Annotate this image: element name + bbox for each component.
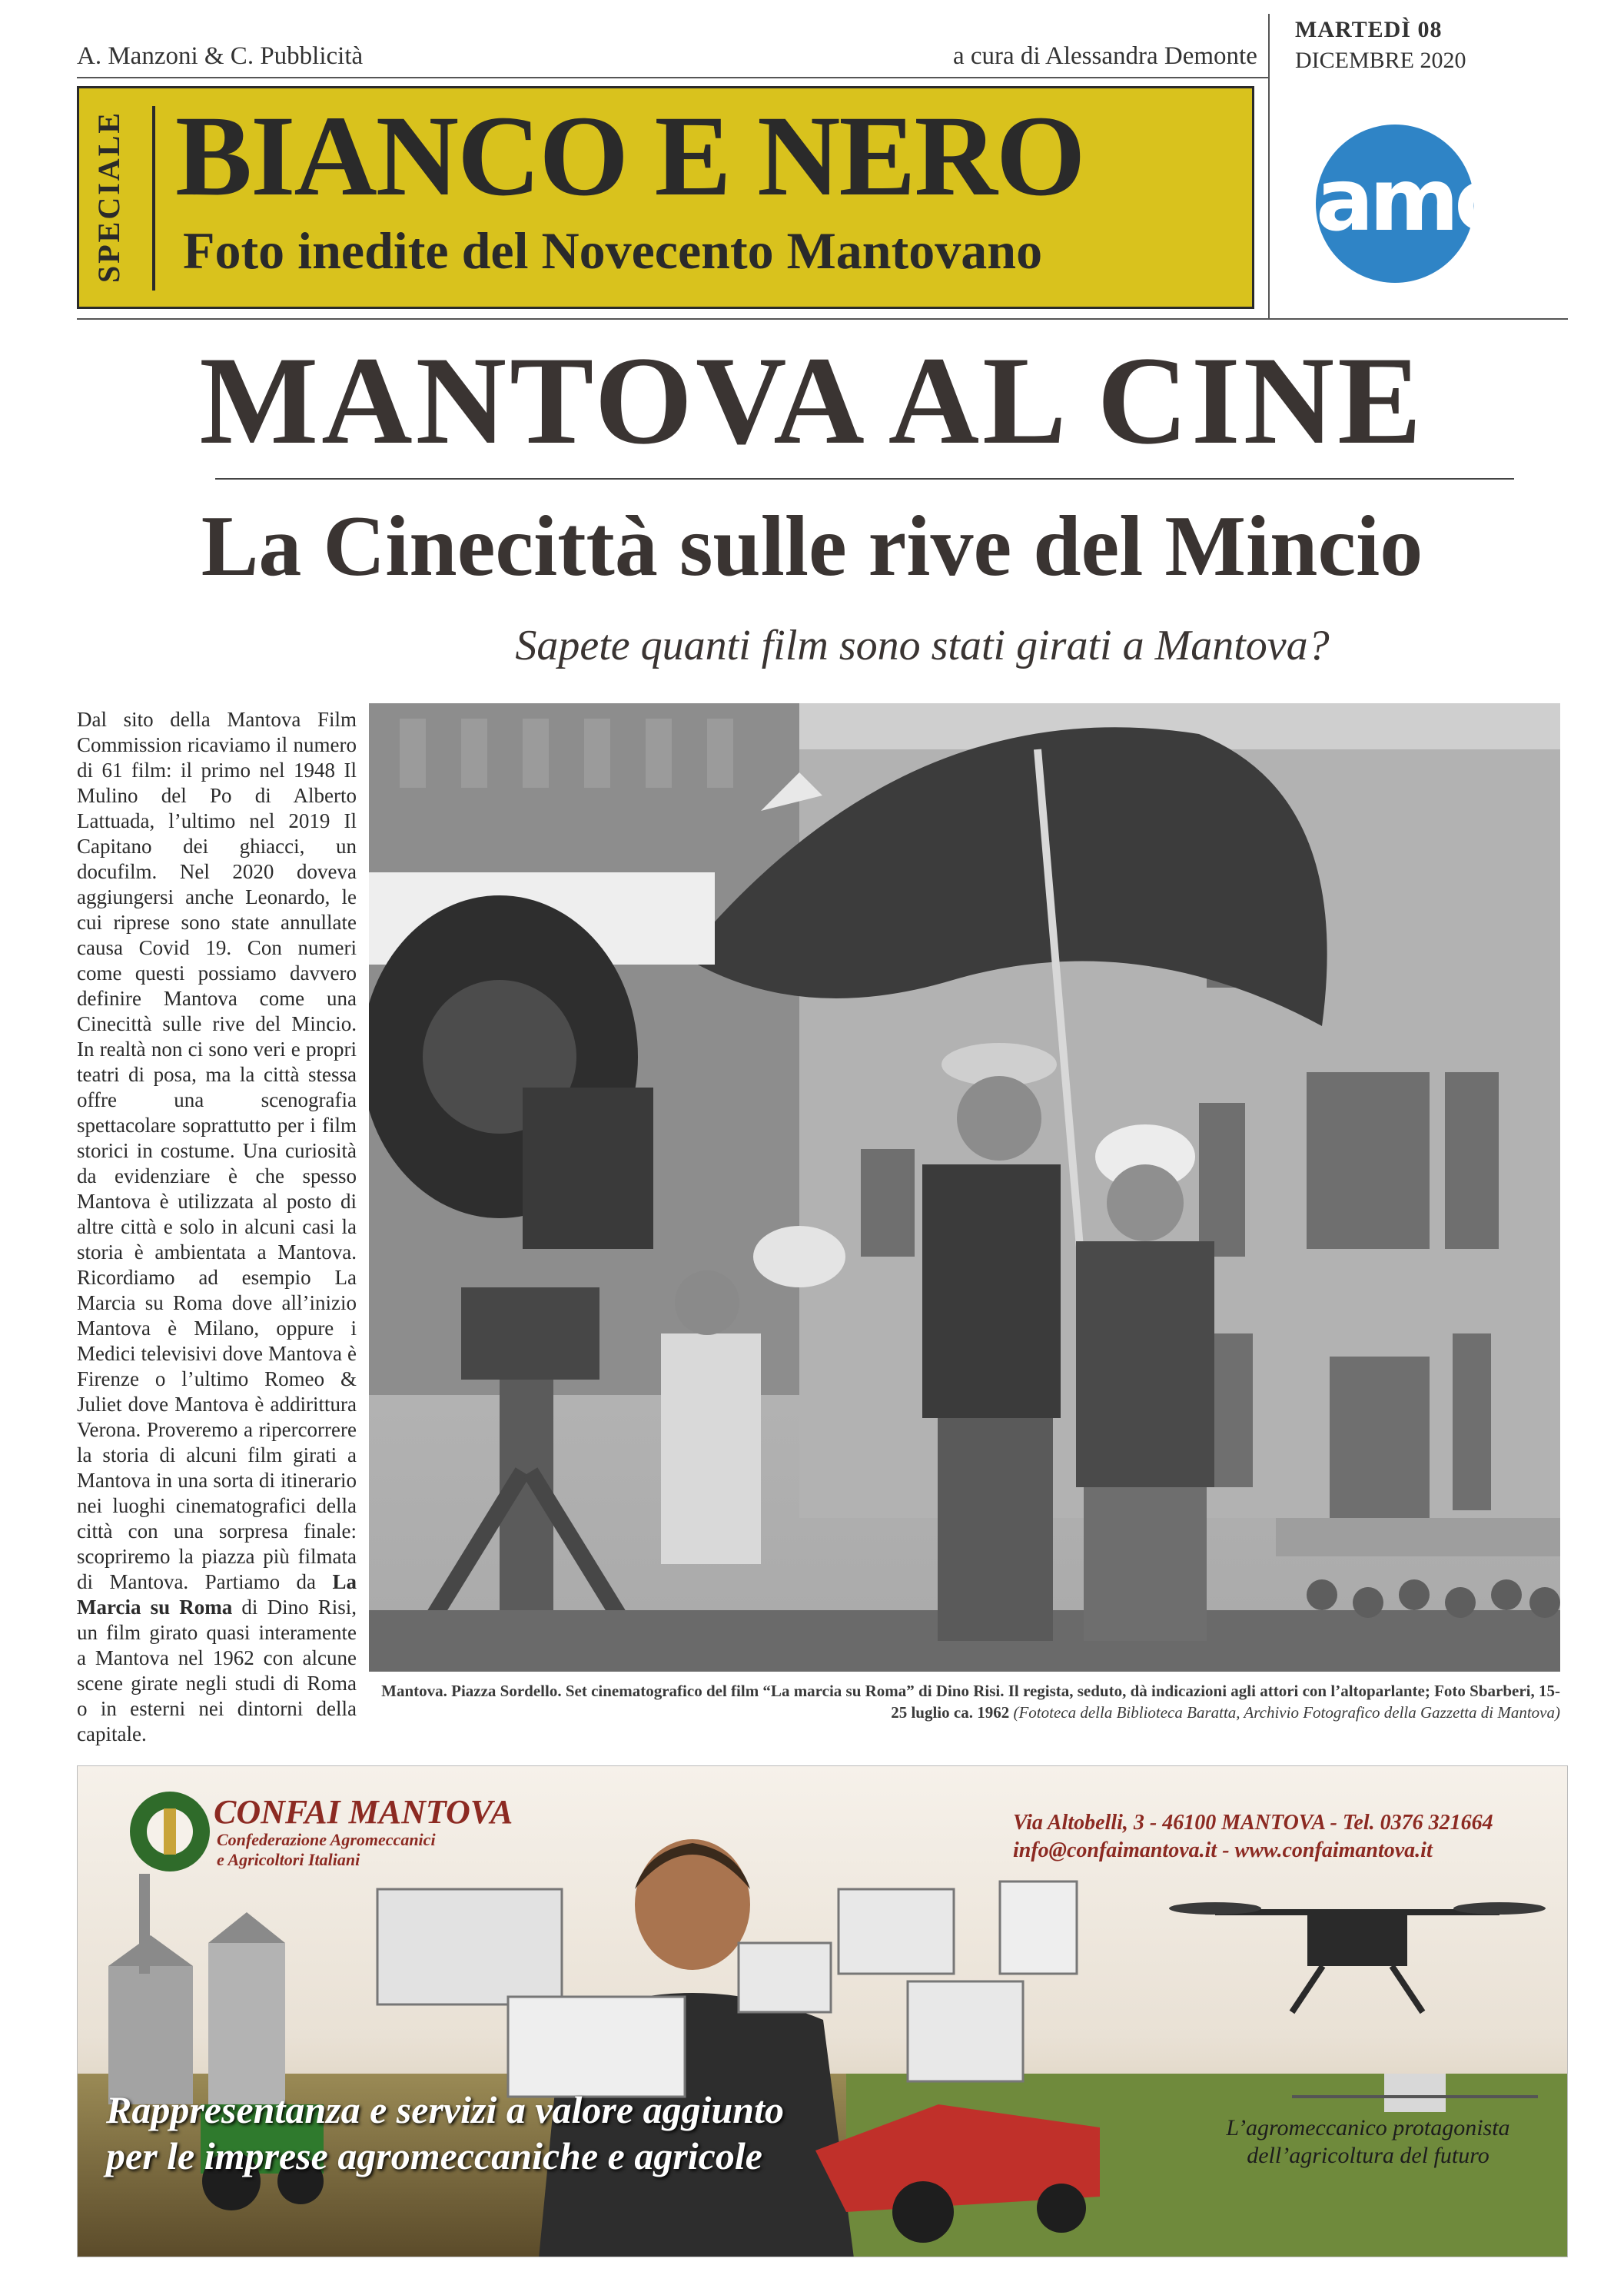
photo-caption [369,1680,1560,1723]
amc-logo [1316,125,1501,283]
article-body-part1: Dal sito della Mantova Film Commission ricaviamo il numero di 61 film: il primo nel 1948 Il Mulino del Po di Alberto Lattuada, l’ultimo nel 2019 Il Capitano dei ghiacci, un docufilm. Nel 2020 doveva aggiungersi anche Leonardo, le cui riprese sono state annullate causa Covid 19. Con numeri come questi possiamo davvero definire Mantova come una Cinecittà sulle rive del Mincio. In realtà non ci sono veri e propri teatri di posa, ma la città stessa offre una scenografia spettacolare soprattutto per i film storici in costume. Una curiosità da evidenziare è che spesso Mantova è utilizzata al posto di altre città e solo in alcuni casi la storia è ambientata a Mantova. Ricordiamo ad esempio La Marcia su Roma dove all’inizio Mantova è Milano, oppure i Medici televisivi dove Mantova è Firenze o l’ultimo Romeo & Juliet dove Mantova è addirittura Verona. Proveremo a ripercorrere la storia di alcuni film girati a Mantova in una sorta di itinerario nei luoghi cinematografici della città con una sorpresa finale: scopriremo la piazza più filmata di Mantova. Partiamo da [77,708,357,1593]
photo-caption-main: Mantova. Piazza Sordello. Set cinematografico del film “La marcia su Roma” di Dino Risi. Il regista, seduto, dà indicazioni agli attori con l’altoparlante; Foto Sbarberi, 15-25 luglio ca. 1962 [381,1682,1560,1722]
header-divider [1268,14,1270,320]
article-body [77,707,357,1747]
article-body-film-title: La Marcia su Roma [77,1570,357,1619]
photo-caption-source: (Fototeca della Biblioteca Baratta, Archivio Fotografico della Gazzetta di Mantova) [1013,1703,1560,1722]
article-kicker: Sapete quanti film sono stati girati a Mantova? [515,622,1330,669]
banner-tag [91,110,137,283]
amc-logo-text: amc [1316,151,1501,251]
film-set-photo-illustration [369,703,1560,1672]
banner-subtitle: Foto inedite del Novecento Mantovano [183,221,1043,280]
ad-address: Via Altobelli, 3 - 46100 MANTOVA - Tel. 0376 321664 [1013,1811,1493,1835]
article-body-part2: di Dino Risi, un film girato quasi interamente a Mantova nel 1962 con alcune scene girate negli studi di Roma o in esterni nei dintorni della capitale. [77,1596,357,1745]
ad-tagline-line-1: L’agromeccanico protagonista [1226,2115,1510,2140]
ad-tagline-line-2: dell’agricoltura del futuro [1247,2143,1489,2168]
editor-credit: a cura di Alessandra Demonte [953,42,1257,70]
issue-day: MARTEDÌ 08 [1295,17,1443,42]
headline-rule [215,478,1514,480]
issue-month: DICEMBRE 2020 [1295,48,1466,73]
masthead-rule [77,318,1568,320]
header-rule [77,77,1268,78]
ad-contacts: info@confaimantova.it - www.confaimantova.it [1013,1838,1433,1862]
article-subheadline: La Cinecittà sulle rive del Mincio [201,499,1423,594]
ad-brand-name: CONFAI MANTOVA [214,1793,513,1831]
publisher-credit: A. Manzoni & C. Pubblicità [77,42,364,70]
film-set-photo [369,703,1560,1672]
ad-brand-subtitle-2: e Agricoltori Italiani [217,1850,360,1869]
article-headline: MANTOVA AL CINE [199,331,1425,470]
banner-divider [152,106,155,291]
ad-slogan-line-2: per le imprese agromeccaniche e agricole [106,2134,762,2177]
banner-title: BIANCO E NERO [175,92,1084,220]
ad-brand-subtitle-1: Confederazione Agromeccanici [217,1830,436,1849]
ad-slogan-line-1: Rappresentanza e servizi a valore aggiunto [106,2088,784,2131]
banner-tag-text: SPECIALE [91,110,126,283]
